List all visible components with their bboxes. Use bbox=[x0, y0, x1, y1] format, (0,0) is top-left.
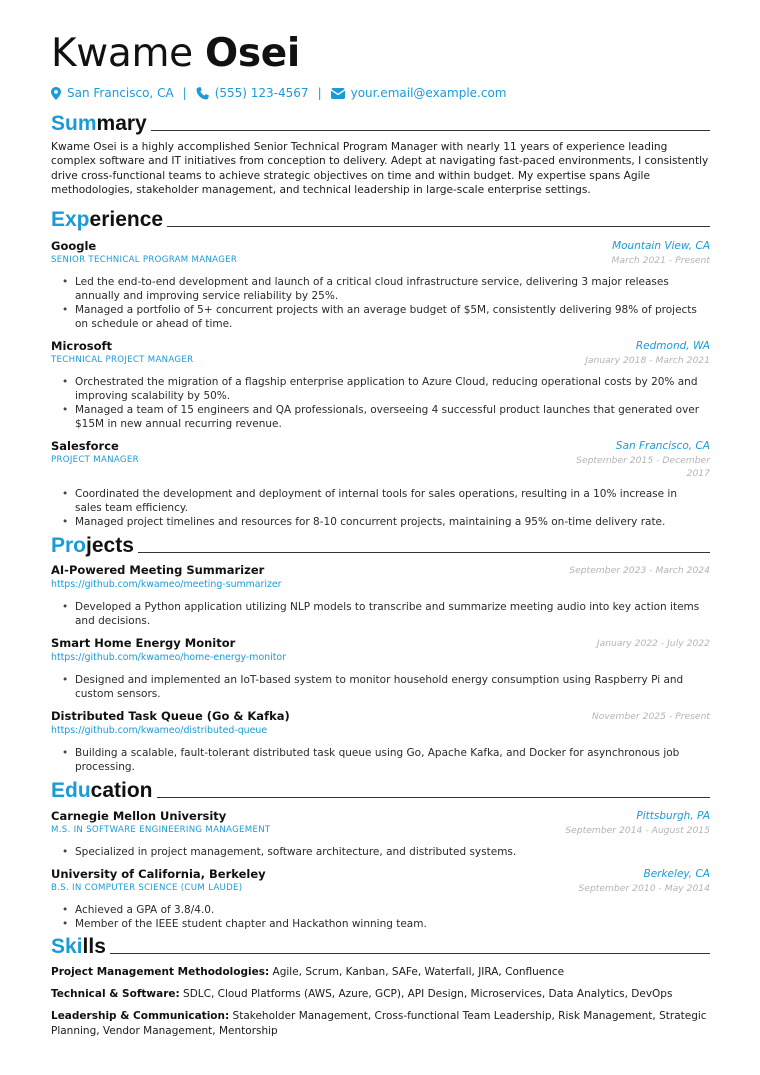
skill-label: Project Management Methodologies: bbox=[51, 965, 270, 978]
experience-entry bbox=[51, 439, 710, 529]
location-text: San Francisco, CA bbox=[67, 86, 174, 100]
list-item: • Coordinated the development and deployment of internal tools for sales operations, resulting in a 10% increase in sales team efficiency. bbox=[51, 487, 710, 515]
project-link[interactable]: https://github.com/kwameo/home-energy-monitor bbox=[51, 651, 286, 663]
last-name: Osei bbox=[204, 31, 300, 76]
skill-row bbox=[51, 987, 710, 1002]
project-link[interactable]: https://github.com/kwameo/meeting-summarizer bbox=[51, 578, 282, 590]
project-name: Distributed Task Queue (Go & Kafka) bbox=[51, 708, 290, 723]
list-item: • Designed and implemented an IoT-based system to monitor household energy consumption using Raspberry Pi and custom sensors. bbox=[51, 673, 710, 701]
section-title: Skills bbox=[51, 934, 106, 958]
section-divider bbox=[110, 953, 710, 954]
phone-icon bbox=[196, 87, 209, 100]
experience-entry bbox=[51, 339, 710, 431]
section-title: Experience bbox=[51, 207, 164, 231]
skills-section-header bbox=[51, 933, 710, 959]
job-location: Mountain View, CA bbox=[612, 239, 710, 252]
project-dates: November 2025 - Present bbox=[591, 710, 710, 722]
list-item: • Led the end-to-end development and launch of a critical cloud infrastructure service, delivering 3 major releases annually and improving service reliability by 25%. bbox=[51, 275, 710, 303]
first-name: Kwame bbox=[51, 31, 193, 76]
project-bullets bbox=[51, 600, 710, 628]
skill-row bbox=[51, 1009, 710, 1039]
education-bullets bbox=[51, 903, 710, 931]
list-item: • Managed a portfolio of 5+ concurrent projects with an average budget of $5M, consistently delivering 98% of projects on schedule or ahead of time. bbox=[51, 303, 710, 331]
contact-separator: | bbox=[182, 86, 187, 100]
list-item: • Specialized in project management, software architecture, and distributed systems. bbox=[51, 845, 710, 859]
skill-value: SDLC, Cloud Platforms (AWS, Azure, GCP), API Design, Microservices, Data Analytics, DevOps bbox=[183, 987, 673, 1000]
project-name: AI-Powered Meeting Summarizer bbox=[51, 562, 265, 577]
degree: B.S. IN COMPUTER SCIENCE (CUM LAUDE) bbox=[51, 882, 243, 893]
experience-section-header bbox=[51, 206, 710, 232]
job-dates: September 2015 - December 2017 bbox=[576, 454, 710, 479]
list-item: • Building a scalable, fault-tolerant distributed task queue using Go, Apache Kafka, and Docker for asynchronous job processing. bbox=[51, 746, 710, 774]
skill-row bbox=[51, 965, 710, 980]
project-bullets bbox=[51, 746, 710, 774]
email-link[interactable]: your.email@example.com bbox=[350, 86, 507, 100]
contact-phone bbox=[196, 83, 309, 103]
job-title: PROJECT MANAGER bbox=[51, 454, 139, 465]
resume-page bbox=[51, 0, 710, 1039]
skill-label: Technical & Software: bbox=[51, 987, 180, 1000]
company-name: Microsoft bbox=[51, 338, 113, 353]
contact-separator: | bbox=[317, 86, 322, 100]
education-bullets bbox=[51, 845, 710, 859]
project-dates: September 2023 - March 2024 bbox=[569, 564, 710, 576]
summary-text: Kwame Osei is a highly accomplished Senior Technical Program Manager with nearly 11 years of experience leading complex software and IT initiatives from conception to delivery. Adept at navigating fast-paced environments, I consistently drive cross-functional teams to achieve strategic objectives on time and within budget. My expertise spans Agile methodologies, stakeholder management, and technical leadership in large-scale enterprise settings. bbox=[51, 141, 709, 197]
project-entry bbox=[51, 709, 710, 774]
summary-section-header bbox=[51, 110, 710, 136]
education-section-header bbox=[51, 777, 710, 803]
envelope-icon bbox=[331, 88, 345, 99]
education-entry bbox=[51, 809, 710, 859]
job-title: TECHNICAL PROJECT MANAGER bbox=[51, 354, 194, 365]
contact-line bbox=[51, 83, 710, 103]
school-location: Pittsburgh, PA bbox=[636, 809, 710, 822]
section-divider bbox=[138, 552, 710, 553]
list-item: • Achieved a GPA of 3.8/4.0. bbox=[51, 903, 710, 917]
job-location: San Francisco, CA bbox=[615, 439, 710, 452]
job-bullets bbox=[51, 375, 710, 431]
list-item: • Member of the IEEE student chapter and Hackathon winning team. bbox=[51, 917, 710, 931]
section-divider bbox=[157, 797, 710, 798]
job-bullets bbox=[51, 487, 710, 529]
degree: M.S. IN SOFTWARE ENGINEERING MANAGEMENT bbox=[51, 824, 271, 835]
list-item: • Managed project timelines and resources for 8-10 concurrent projects, maintaining a 95% on-time delivery rate. bbox=[51, 515, 710, 529]
school-name: University of California, Berkeley bbox=[51, 866, 266, 881]
section-divider bbox=[167, 226, 710, 227]
skill-label: Leadership & Communication: bbox=[51, 1009, 230, 1022]
education-dates: September 2014 - August 2015 bbox=[565, 824, 710, 836]
section-title: Education bbox=[51, 778, 153, 802]
list-item: • Orchestrated the migration of a flagship enterprise application to Azure Cloud, reducing operational costs by 20% and improving scalability by 50%. bbox=[51, 375, 710, 403]
company-name: Salesforce bbox=[51, 438, 119, 453]
education-entry bbox=[51, 867, 710, 931]
project-name: Smart Home Energy Monitor bbox=[51, 635, 236, 650]
map-marker-icon bbox=[51, 87, 61, 100]
skill-value: Stakeholder Management, Cross-functional Team Leadership, Risk Management, Strategic Planning, Vendor Management, Mentorship bbox=[51, 1009, 707, 1037]
candidate-name bbox=[51, 30, 710, 78]
company-name: Google bbox=[51, 238, 97, 253]
section-title: Summary bbox=[51, 112, 147, 135]
contact-email[interactable] bbox=[331, 83, 507, 103]
contact-location bbox=[51, 83, 174, 103]
section-divider bbox=[151, 130, 710, 131]
school-location: Berkeley, CA bbox=[643, 867, 710, 880]
project-entry bbox=[51, 636, 710, 701]
experience-entry bbox=[51, 239, 710, 331]
school-name: Carnegie Mellon University bbox=[51, 808, 227, 823]
project-link[interactable]: https://github.com/kwameo/distributed-queue bbox=[51, 724, 268, 736]
job-dates: March 2021 - Present bbox=[611, 254, 710, 266]
skill-value: Agile, Scrum, Kanban, SAFe, Waterfall, JIRA, Confluence bbox=[272, 965, 565, 978]
job-title: SENIOR TECHNICAL PROGRAM MANAGER bbox=[51, 254, 238, 265]
list-item: • Developed a Python application utilizing NLP models to transcribe and summarize meeting audio into key action items and decisions. bbox=[51, 600, 710, 628]
list-item: • Managed a team of 15 engineers and QA professionals, overseeing 4 successful product launches that generated over $15M in new annual recurring revenue. bbox=[51, 403, 710, 431]
section-title: Projects bbox=[51, 533, 134, 557]
project-entry bbox=[51, 563, 710, 628]
project-bullets bbox=[51, 673, 710, 701]
job-bullets bbox=[51, 275, 710, 331]
education-dates: September 2010 - May 2014 bbox=[578, 882, 710, 894]
job-location: Redmond, WA bbox=[635, 339, 710, 352]
project-dates: January 2022 - July 2022 bbox=[596, 637, 710, 649]
projects-section-header bbox=[51, 532, 710, 558]
job-dates: January 2018 - March 2021 bbox=[585, 354, 710, 366]
phone-text: (555) 123-4567 bbox=[214, 86, 309, 100]
